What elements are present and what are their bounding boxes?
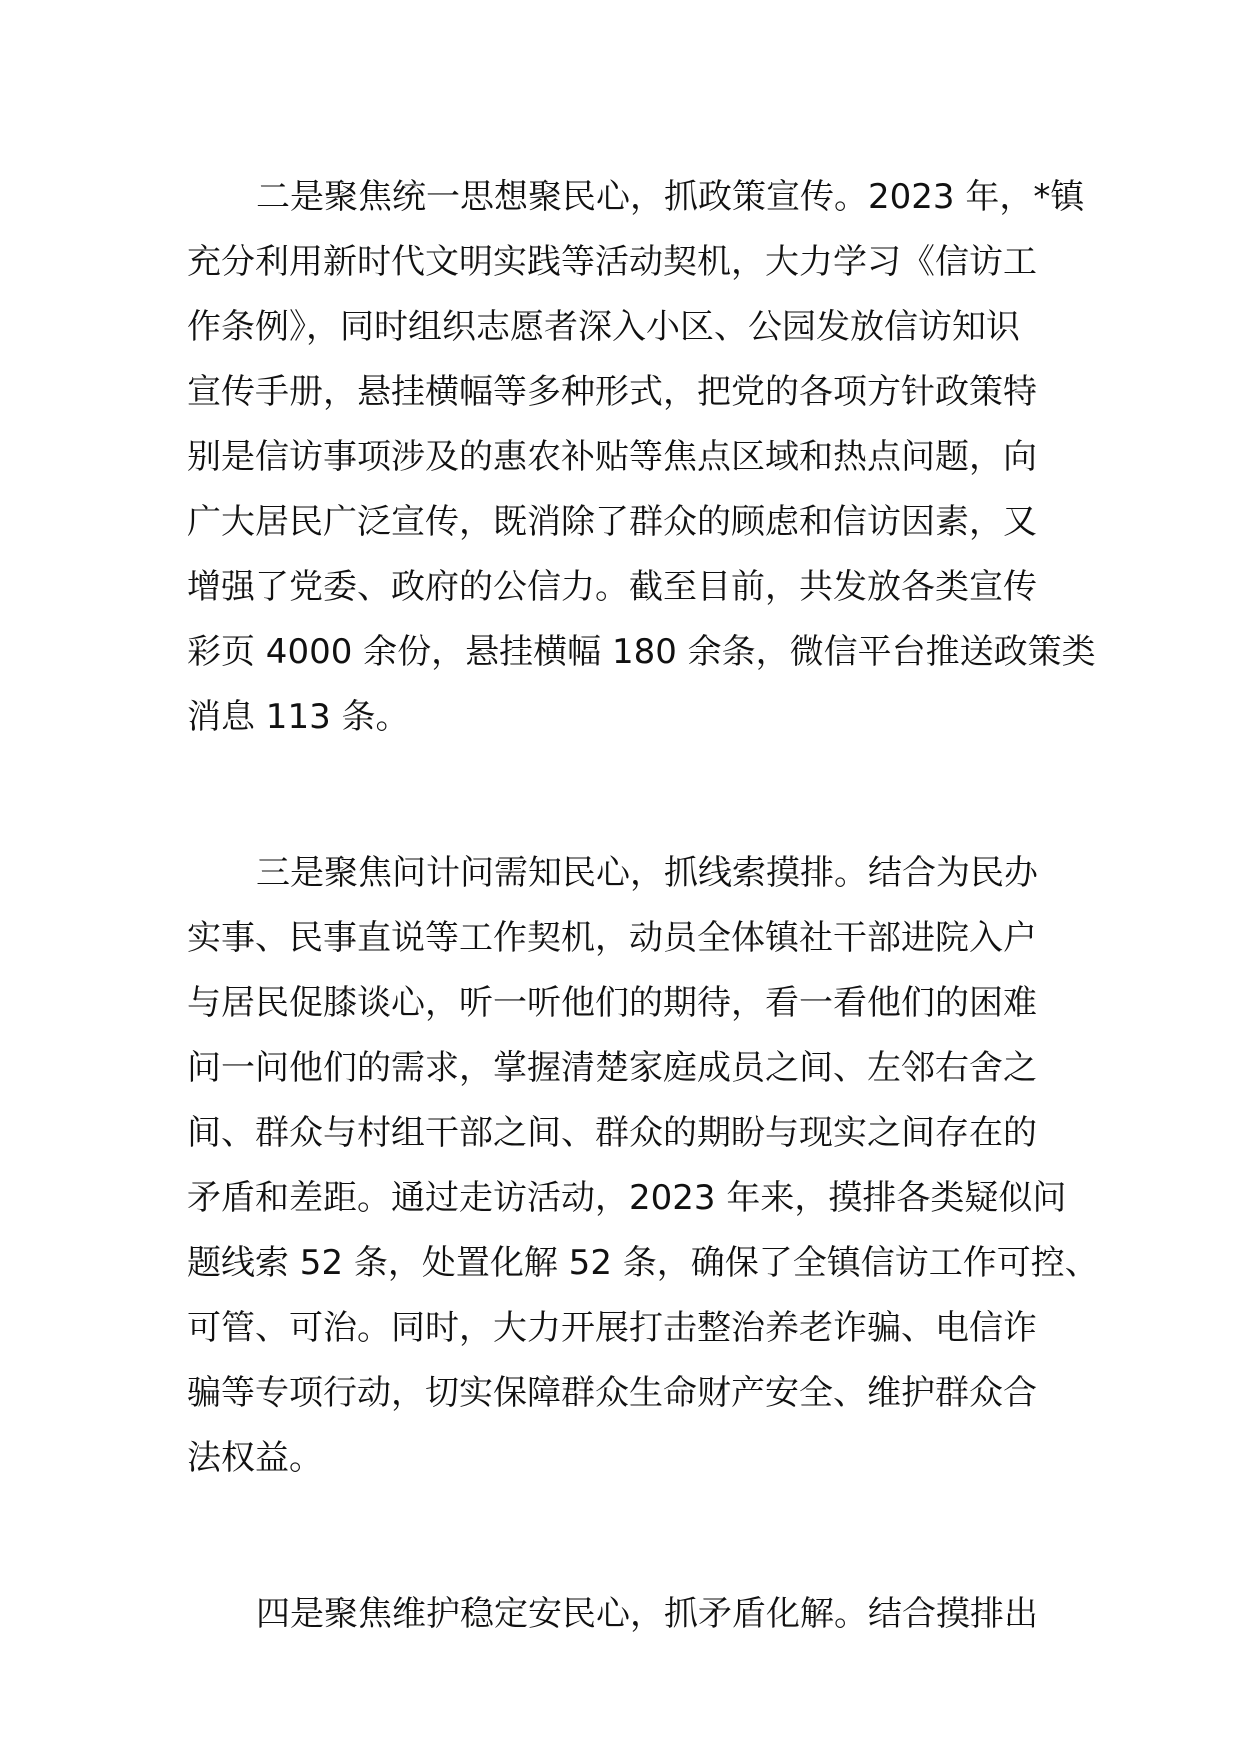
text-line: 可管、可治。同时，大力开展打击整治养老诈骗、电信诈 (187, 1308, 1037, 1348)
text-line: 矛盾和差距。通过走访活动，2023 年来，摸排各类疑似问 (187, 1178, 1067, 1218)
text-line: 问一问他们的需求，掌握清楚家庭成员之间、左邻右舍之 (187, 1048, 1037, 1088)
text-line: 骗等专项行动，切实保障群众生命财产安全、维护群众合 (187, 1373, 1037, 1413)
text-line: 题线索 52 条，处置化解 52 条，确保了全镇信访工作可控、 (187, 1243, 1099, 1283)
text-line: 四是聚焦维护稳定安民心，抓矛盾化解。结合摸排出 (256, 1594, 1038, 1634)
text-line: 三是聚焦问计问需知民心，抓线索摸排。结合为民办 (256, 853, 1038, 893)
text-line: 法权益。 (187, 1438, 323, 1478)
text-line: 间、群众与村组干部之间、群众的期盼与现实之间存在的 (187, 1113, 1037, 1153)
paragraph-spacer (187, 1491, 1057, 1582)
text-line: 作条例》，同时组织志愿者深入小区、公园发放信访知识 (187, 307, 1020, 347)
text-line: 消息 113 条。 (187, 697, 410, 737)
text-line: 实事、民事直说等工作契机，动员全体镇社干部进院入户 (187, 918, 1037, 958)
text-line: 彩页 4000 余份，悬挂横幅 180 余条，微信平台推送政策类 (187, 632, 1096, 672)
paragraph (187, 165, 1096, 750)
paragraph (187, 1582, 1057, 1647)
document-body (187, 165, 1099, 1647)
text-line: 二是聚焦统一思想聚民心，抓政策宣传。2023 年，*镇 (256, 177, 1085, 217)
text-line: 增强了党委、政府的公信力。截至目前，共发放各类宣传 (187, 567, 1037, 607)
text-line: 广大居民广泛宣传，既消除了群众的顾虑和信访因素，又 (187, 502, 1037, 542)
text-line: 宣传手册，悬挂横幅等多种形式，把党的各项方针政策特 (187, 372, 1037, 412)
paragraph (187, 841, 1099, 1491)
text-line: 与居民促膝谈心，听一听他们的期待，看一看他们的困难 (187, 983, 1037, 1023)
paragraph-spacer (187, 750, 1057, 841)
text-line: 充分利用新时代文明实践等活动契机，大力学习《信访工 (187, 242, 1037, 282)
text-line: 别是信访事项涉及的惠农补贴等焦点区域和热点问题，向 (187, 437, 1037, 477)
